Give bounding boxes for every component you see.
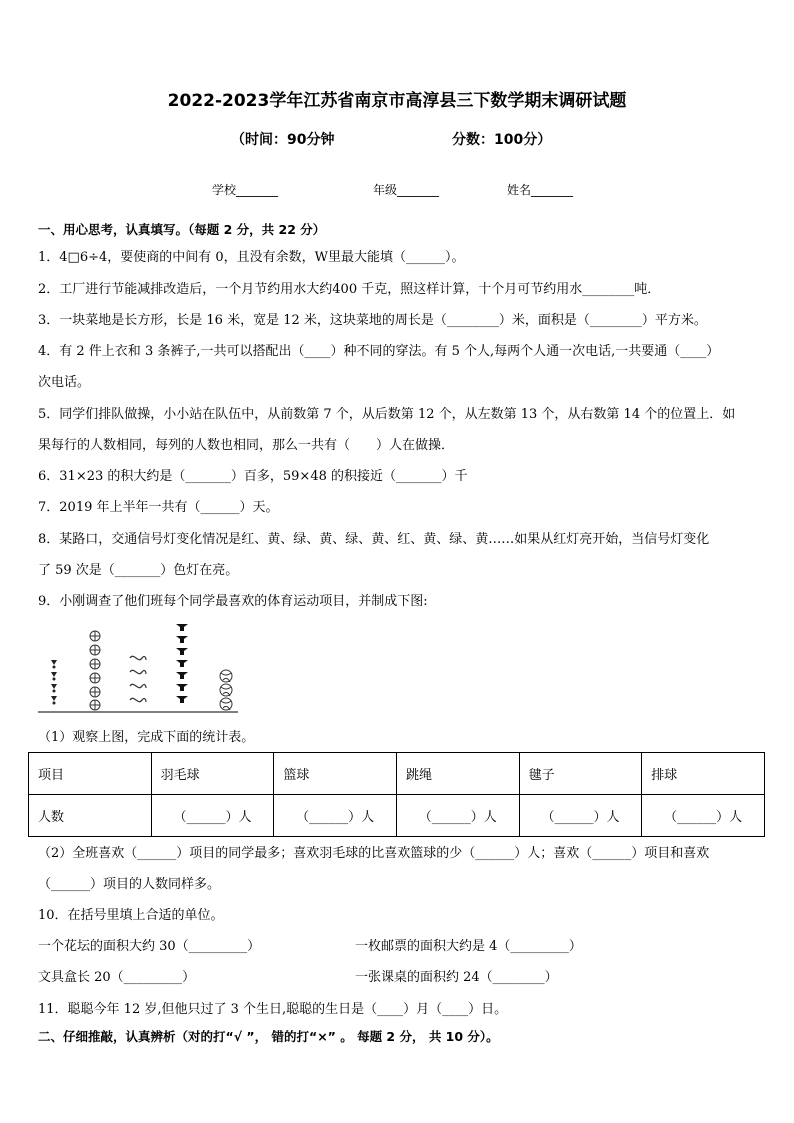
name-field[interactable]: 姓名_______ — [507, 183, 574, 197]
question-5-line1: 5．同学们排队做操，小小站在队伍中，从前数第 7 个，从后数第 12 个，从左数第 13 个，从右数第 14 个的位置上．如 — [38, 407, 736, 422]
exam-score: 分数：100分） — [452, 132, 552, 148]
question-10: 10．在括号里填上合适的单位。 — [38, 908, 224, 923]
question-9-part2-line1: （2）全班喜欢（______）项目的同学最多；喜欢羽毛球的比喜欢篮球的少（______）人；喜欢（______）项目和喜欢 — [38, 846, 710, 861]
question-4-line2: 次电话。 — [38, 375, 91, 390]
table-cell: 人数 — [29, 795, 152, 837]
question-10-item: 文具盒长 20（_________） — [38, 970, 196, 985]
question-10-item: 一张课桌的面积约 24（________） — [355, 970, 558, 985]
question-1: 1．4□6÷4，要使商的中间有 0，且没有余数，W里最大能填（______）。 — [38, 250, 465, 265]
question-4-line1: 4．有 2 件上衣和 3 条裤子,一共可以搭配出（____）种不同的穿法。有 5 个人,每两个人通一次电话,一共要通（____） — [38, 344, 720, 359]
section1-heading: 一、用心思考，认真填写。（每题 2 分，共 22 分） — [38, 222, 326, 237]
answer-blank[interactable]: （______）人 — [519, 795, 642, 837]
table-cell: 篮球 — [274, 753, 397, 795]
table-cell: 跳绳 — [396, 753, 519, 795]
question-7: 7．2019 年上半年一共有（______）天。 — [38, 500, 279, 515]
answer-blank[interactable]: （______）人 — [642, 795, 765, 837]
badminton-icons — [51, 660, 57, 705]
section2-heading: 二、仔细推敲，认真辨析（对的打“√ ”， 错的打“×” 。 每题 2 分， 共 10 分）。 — [38, 1029, 499, 1044]
school-field[interactable]: 学校_______ — [212, 183, 279, 197]
answer-blank[interactable]: （______）人 — [274, 795, 397, 837]
basketball-icons — [90, 631, 100, 710]
table-count-row — [29, 795, 765, 837]
page-title: 2022-2023学年江苏省南京市高淳县三下数学期末调研试题 — [167, 91, 627, 111]
question-6: 6．31×23 的积大约是（_______）百多，59×48 的积接近（_______）千 — [38, 469, 468, 484]
table-cell: 排球 — [642, 753, 765, 795]
table-cell: 毽子 — [519, 753, 642, 795]
table-header-row — [29, 753, 765, 795]
question-11: 11．聪聪今年 12 岁,但他只过了 3 个生日,聪聪的生日是（____）月（____）日。 — [38, 1002, 508, 1017]
question-5-line2: 果每行的人数相同，每列的人数也相同，那么一共有（ ）人在做操． — [38, 438, 455, 453]
question-9-part1: （1）观察上图，完成下面的统计表。 — [38, 730, 255, 745]
grade-field[interactable]: 年级_______ — [373, 183, 440, 197]
question-9-part2-line2: （______）项目的人数同样多。 — [38, 877, 221, 892]
question-2: 2．工厂进行节能减排改造后，一个月节约用水大约400 千克，照这样计算，十个月可节约用水________吨． — [38, 282, 661, 297]
exam-time: （时间：90分钟 — [231, 132, 335, 148]
jump-rope-icons — [130, 656, 146, 702]
sports-pictograph — [38, 620, 238, 716]
question-8-line1: 8．某路口，交通信号灯变化情况是红、黄、绿、黄、绿、黄、红、黄、绿、黄……如果从红灯亮开始，当信号灯变化 — [38, 532, 710, 547]
answer-blank[interactable]: （______）人 — [151, 795, 274, 837]
answer-blank[interactable]: （______）人 — [396, 795, 519, 837]
question-9: 9．小刚调查了他们班每个同学最喜欢的体育运动项目，并制成下图: — [38, 594, 428, 609]
question-8-line2: 了 59 次是（_______）色灯在亮。 — [38, 563, 239, 578]
jianzi-icons — [176, 624, 188, 703]
table-cell: 羽毛球 — [151, 753, 274, 795]
statistics-table — [28, 752, 765, 837]
question-10-item: 一个花坛的面积大约 30（_________） — [38, 939, 261, 954]
volleyball-icons — [220, 670, 232, 710]
question-10-item: 一枚邮票的面积大约是 4（_________） — [355, 939, 582, 954]
question-3: 3．一块菜地是长方形，长是 16 米，宽是 12 米，这块菜地的周长是（________）米，面积是（________）平方米。 — [38, 313, 707, 328]
table-cell: 项目 — [29, 753, 152, 795]
